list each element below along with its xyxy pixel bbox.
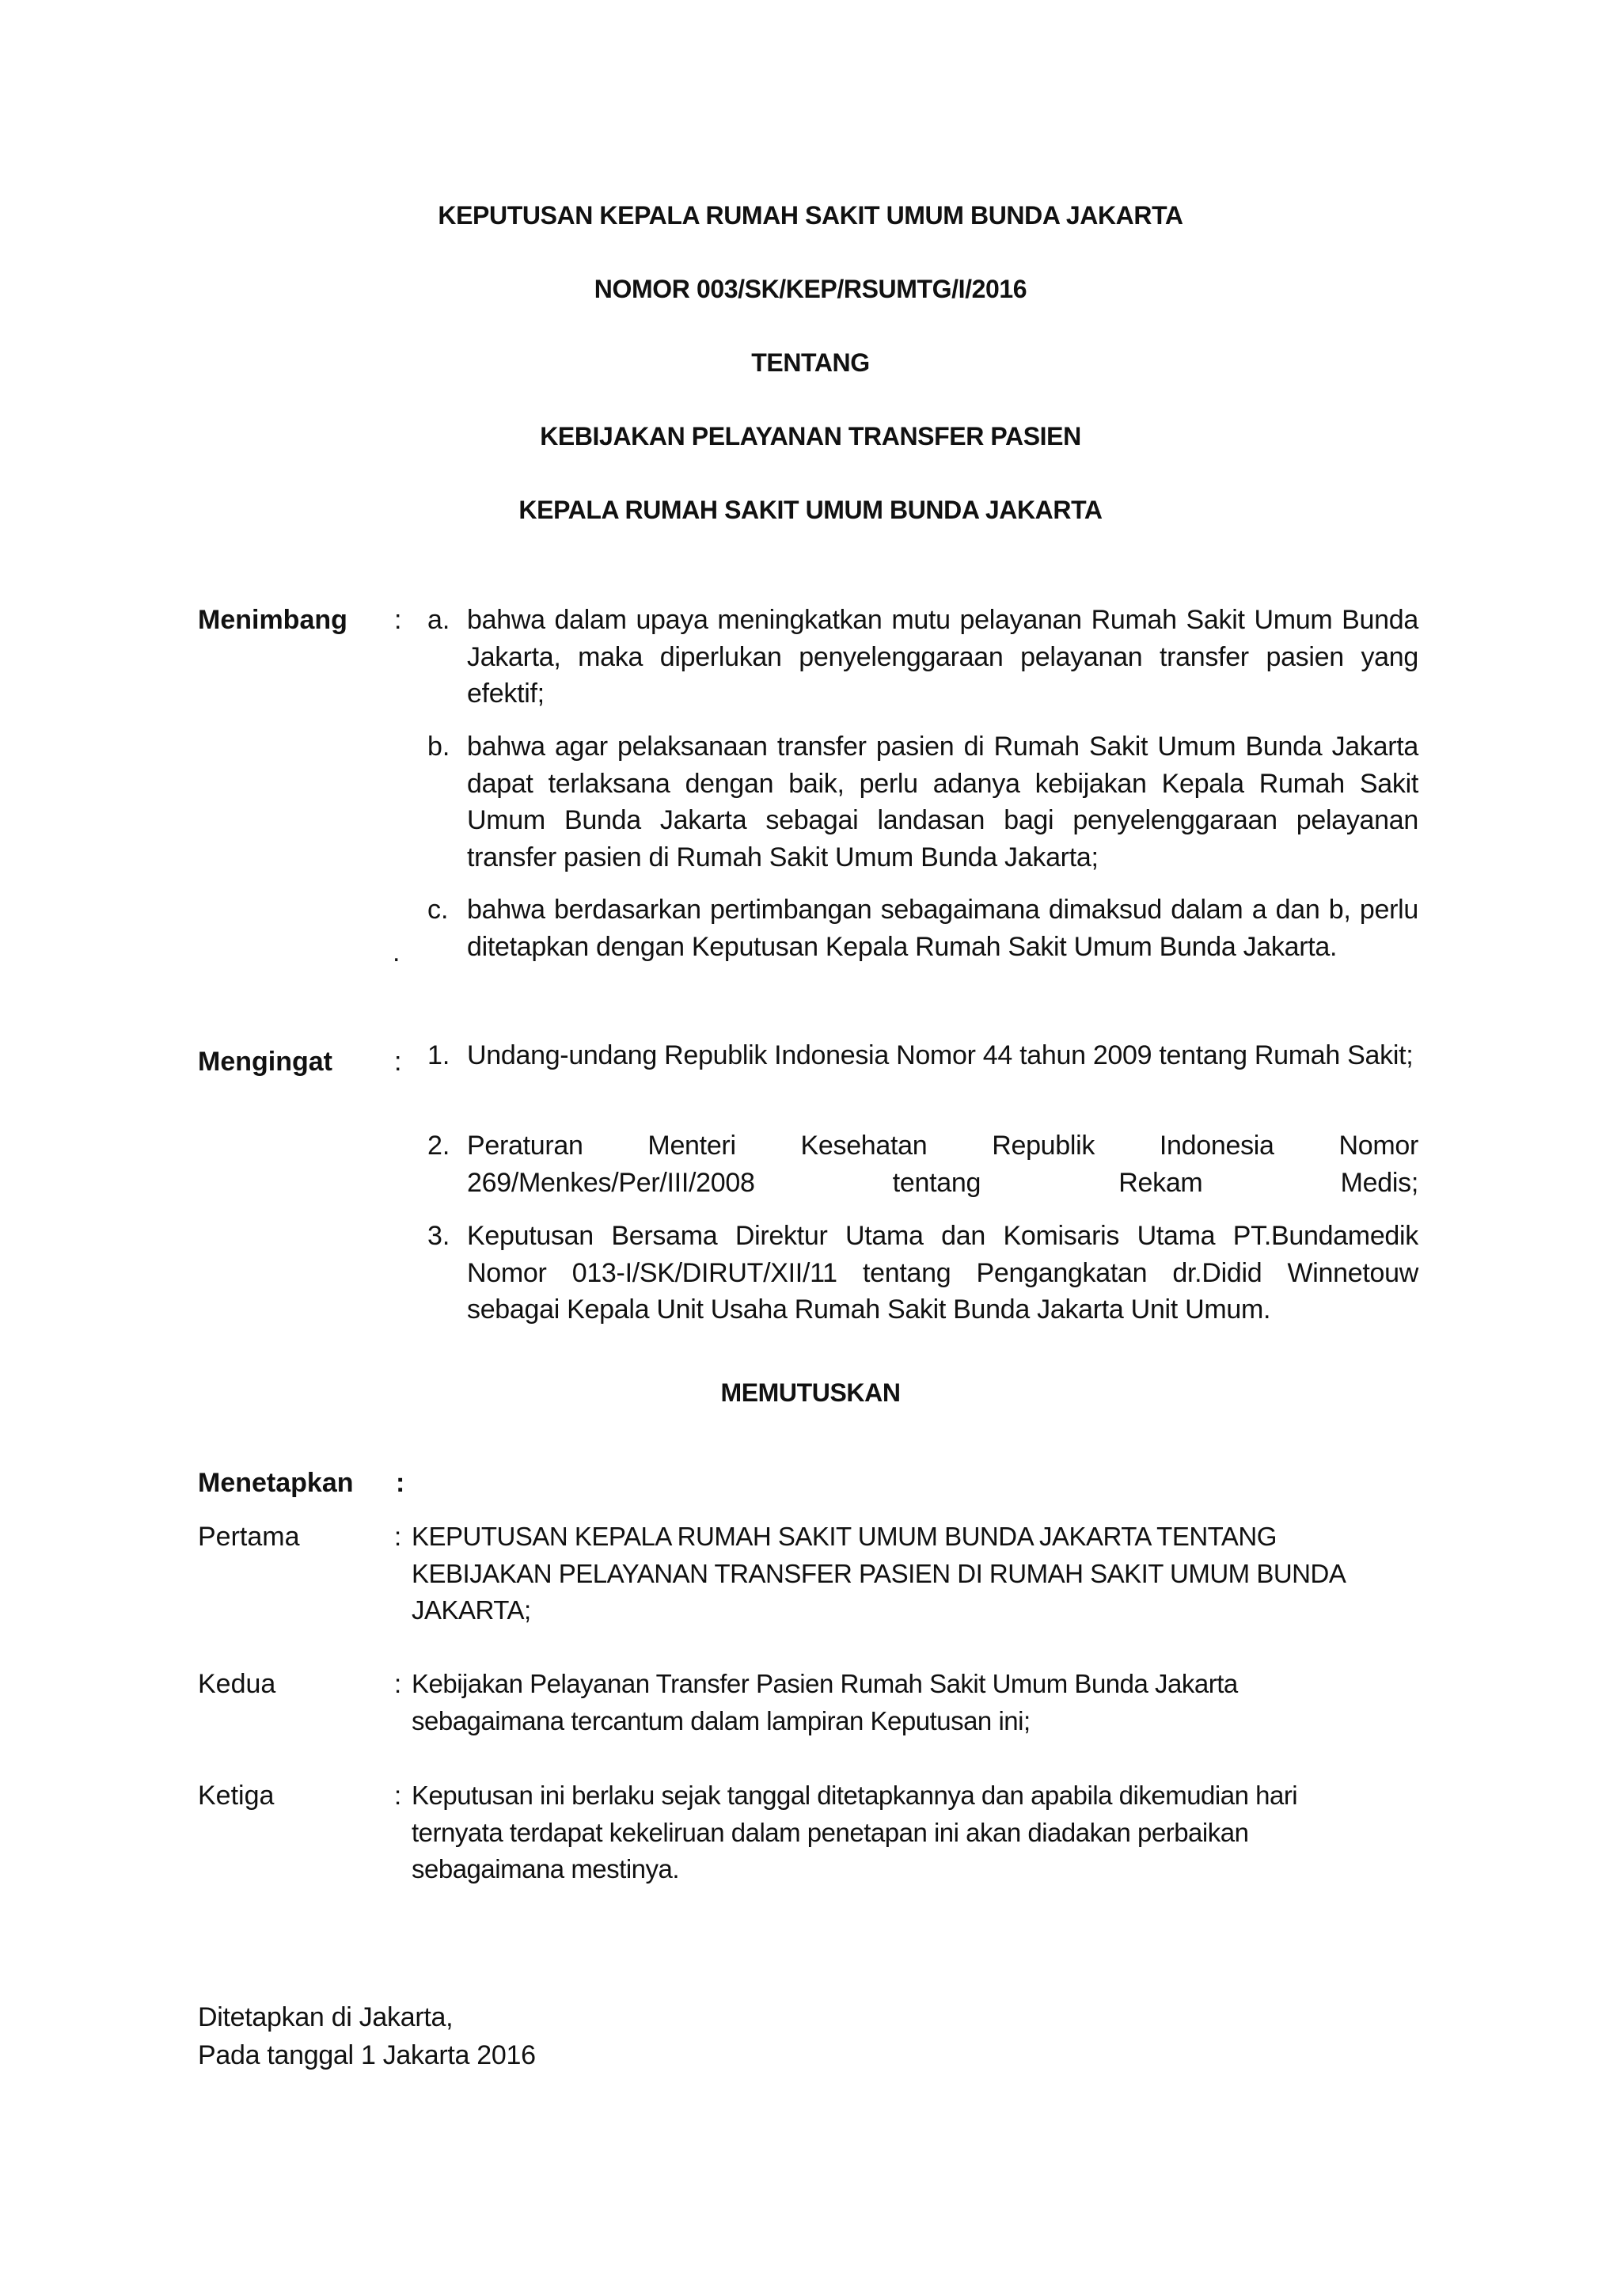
menimbang-stray-dot: . [393, 937, 401, 967]
signature-date: Pada tanggal 1 Jakarta 2016 [198, 2040, 536, 2070]
list-marker: 1. [427, 1040, 450, 1070]
kedua-text: Kebijakan Pelayanan Transfer Pasien Rumah Sakit Umum Bunda Jakarta sebagaimana tercantum dalam lampiran Keputusan ini; [412, 1669, 1238, 1735]
menimbang-label: Menimbang [198, 605, 347, 635]
pertama-text-block [394, 1519, 1391, 1629]
pertama-text: KEPUTUSAN KEPALA RUMAH SAKIT UMUM BUNDA JAKARTA TENTANG KEBIJAKAN PELAYANAN TRANSFER PASIEN DI RUMAH SAKIT UMUM BUNDA JAKARTA; [412, 1522, 1345, 1625]
kedua-label: Kedua [198, 1669, 276, 1699]
list-marker: 2. [427, 1131, 450, 1161]
menetapkan-colon: : [396, 1468, 405, 1498]
list-item-text: Keputusan Bersama Direktur Utama dan Komisaris Utama PT.Bundamedik Nomor 013-I/SK/DIRUT/XII/11 tentang Pengangkatan dr.Didid Winnetouw sebagai Kepala Unit Usaha Rumah Sakit Bunda Jakarta Unit Umum. [467, 1221, 1418, 1325]
tentang-heading: TENTANG [751, 348, 870, 377]
mengingat-item-1 [427, 1037, 1418, 1074]
mengingat-item-2 [427, 1127, 1418, 1201]
document-title: KEPUTUSAN KEPALA RUMAH SAKIT UMUM BUNDA JAKARTA [438, 201, 1183, 230]
menimbang-item-b [427, 728, 1418, 876]
mengingat-colon: : [394, 1047, 402, 1077]
signature-place: Ditetapkan di Jakarta, [198, 2002, 454, 2032]
list-item-text: bahwa dalam upaya meningkatkan mutu pelayanan Rumah Sakit Umum Bunda Jakarta, maka diperlukan penyelenggaraan pelayanan transfer pasien yang efektif; [467, 605, 1418, 709]
menetapkan-label: Menetapkan [198, 1468, 354, 1498]
document-number: NOMOR 003/SK/KEP/RSUMTG/I/2016 [594, 275, 1027, 303]
list-marker: 3. [427, 1221, 450, 1251]
subject-heading: KEBIJAKAN PELAYANAN TRANSFER PASIEN [540, 422, 1081, 450]
list-marker: b. [427, 732, 450, 762]
menimbang-item-a [427, 602, 1418, 713]
list-item-text: bahwa berdasarkan pertimbangan sebagaimana dimaksud dalam a dan b, perlu ditetapkan dengan Keputusan Kepala Rumah Sakit Umum Bunda Jakarta. [467, 895, 1418, 962]
ketiga-label: Ketiga [198, 1781, 275, 1811]
menimbang-item-c [427, 891, 1418, 965]
ketiga-text-block [394, 1777, 1391, 1888]
kedua-text-block [394, 1666, 1391, 1739]
memutuskan-heading: MEMUTUSKAN [720, 1378, 901, 1407]
list-item-text: bahwa agar pelaksanaan transfer pasien di Rumah Sakit Umum Bunda Jakarta dapat terlaksana dengan baik, perlu adanya kebijakan Kepala Rumah Sakit Umum Bunda Jakarta sebagai landasan bagi penyelenggaraan pelayanan transfer pasien di Rumah Sakit Umum Bunda Jakarta; [467, 732, 1418, 872]
pertama-colon: : [394, 1522, 401, 1551]
mengingat-item-3 [427, 1218, 1418, 1329]
issuer-heading: KEPALA RUMAH SAKIT UMUM BUNDA JAKARTA [518, 496, 1103, 524]
ketiga-colon: : [394, 1781, 401, 1810]
ketiga-text: Keputusan ini berlaku sejak tanggal ditetapkannya dan apabila dikemudian hari ternyata terdapat kekeliruan dalam penetapan ini akan diadakan perbaikan sebagaimana mestinya. [412, 1781, 1298, 1884]
list-item-text: Peraturan Menteri Kesehatan Republik Indonesia Nomor 269/Menkes/Per/III/2008 tentang Rekam Medis; [467, 1131, 1418, 1198]
list-item-text: Undang-undang Republik Indonesia Nomor 44 tahun 2009 tentang Rumah Sakit; [467, 1040, 1414, 1070]
kedua-colon: : [394, 1669, 401, 1698]
list-marker: a. [427, 605, 450, 635]
pertama-label: Pertama [198, 1522, 300, 1552]
mengingat-label: Mengingat [198, 1047, 332, 1077]
menimbang-colon: : [394, 605, 402, 635]
list-marker: c. [427, 895, 449, 925]
